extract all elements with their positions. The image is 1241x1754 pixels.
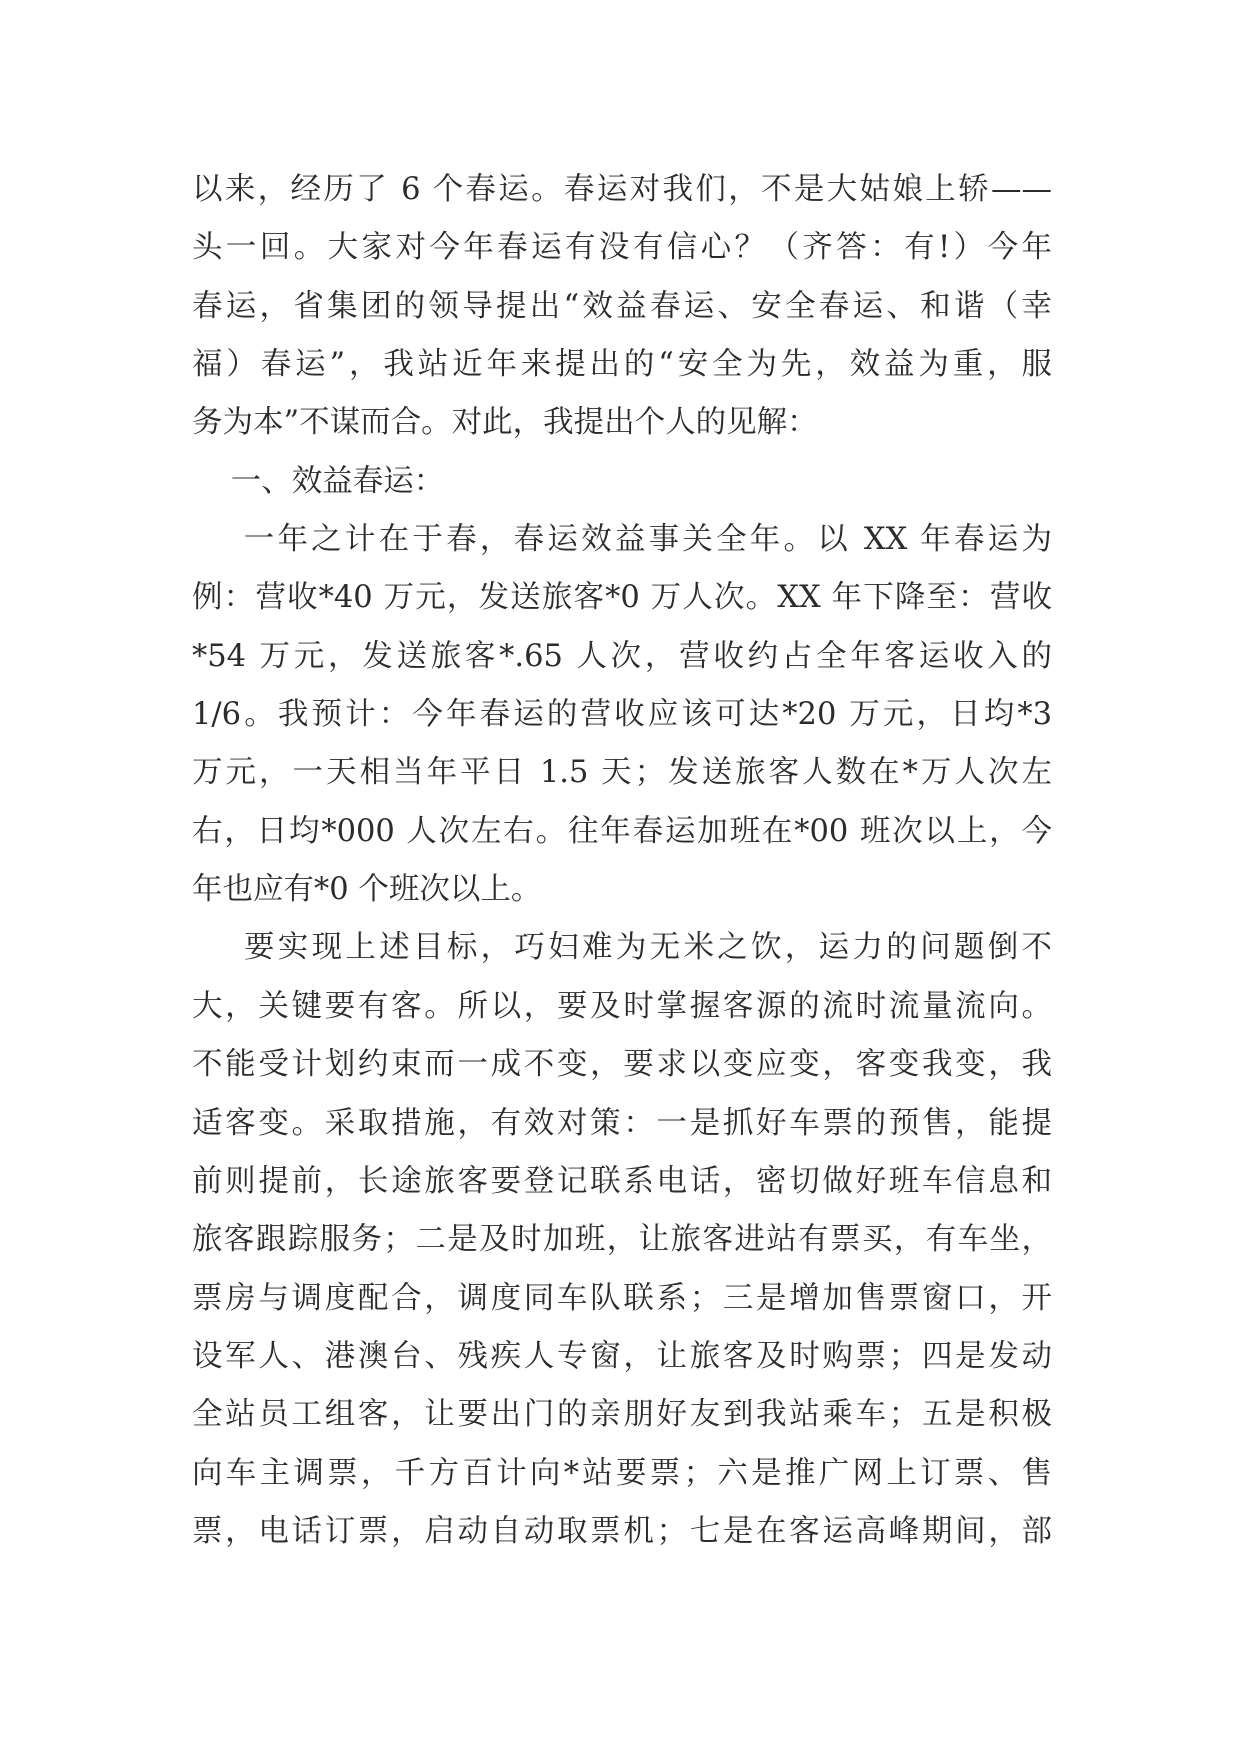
text-line: 例：营收*40 万元，发送旅客*0 万人次。XX 年下降至：营收 <box>192 580 1052 616</box>
paragraph-intro <box>192 161 1052 453</box>
text-line: 前则提前，长途旅客要登记联系电话，密切做好班车信息和 <box>192 1163 1052 1199</box>
text-line: 务为本”不谋而合。对此，我提出个人的见解： <box>192 405 818 441</box>
text-line: *54 万元，发送旅客*.65 人次，营收约占全年客运收入的 <box>192 638 1052 674</box>
text-line: 右，日均*000 人次左右。往年春运加班在*00 班次以上，今 <box>192 813 1052 849</box>
text-line: 大，关键要有客。所以，要及时掌握客源的流时流量流向。 <box>192 988 1052 1024</box>
text-line: 适客变。采取措施，有效对策：一是抓好车票的预售，能提 <box>192 1105 1052 1141</box>
text-line: 万元，一天相当年平日 1.5 天；发送旅客人数在*万人次左 <box>192 755 1052 791</box>
document-body <box>192 161 1052 1561</box>
text-line: 福）春运”，我站近年来提出的“安全为先，效益为重，服 <box>192 347 1052 383</box>
text-line: 以来，经历了 6 个春运。春运对我们，不是大姑娘上轿—— <box>192 172 1052 207</box>
text-line: 旅客跟踪服务；二是及时加班，让旅客进站有票买，有车坐， <box>192 1222 1052 1258</box>
section-heading <box>192 453 1052 511</box>
section-heading-text: 一、效益春运： <box>192 463 445 499</box>
text-line: 一年之计在于春，春运效益事关全年。以 XX 年春运为 <box>192 522 1052 558</box>
text-line: 票房与调度配合，调度同车队联系；三是增加售票窗口，开 <box>192 1280 1052 1316</box>
text-line: 年也应有*0 个班次以上。 <box>192 872 542 908</box>
paragraph-measures <box>192 919 1052 1561</box>
text-line: 要实现上述目标，巧妇难为无米之饮，运力的问题倒不 <box>192 930 1052 966</box>
text-line: 全站员工组客，让要出门的亲朋好友到我站乘车；五是积极 <box>192 1397 1052 1433</box>
text-line: 头一回。大家对今年春运有没有信心？（齐答：有!）今年 <box>192 230 1052 266</box>
text-line: 春运，省集团的领导提出“效益春运、安全春运、和谐（幸 <box>192 288 1052 324</box>
text-line: 票，电话订票，启动自动取票机；七是在客运高峰期间，部 <box>192 1513 1052 1549</box>
text-line: 1/6。我预计：今年春运的营收应该可达*20 万元，日均*3 <box>192 697 1052 733</box>
paragraph-benefit <box>192 511 1052 919</box>
text-line: 不能受计划约束而一成不变，要求以变应变，客变我变，我 <box>192 1047 1052 1083</box>
text-line: 向车主调票，千方百计向*站要票；六是推广网上订票、售 <box>192 1455 1052 1491</box>
text-line: 设军人、港澳台、残疾人专窗，让旅客及时购票；四是发动 <box>192 1338 1052 1374</box>
